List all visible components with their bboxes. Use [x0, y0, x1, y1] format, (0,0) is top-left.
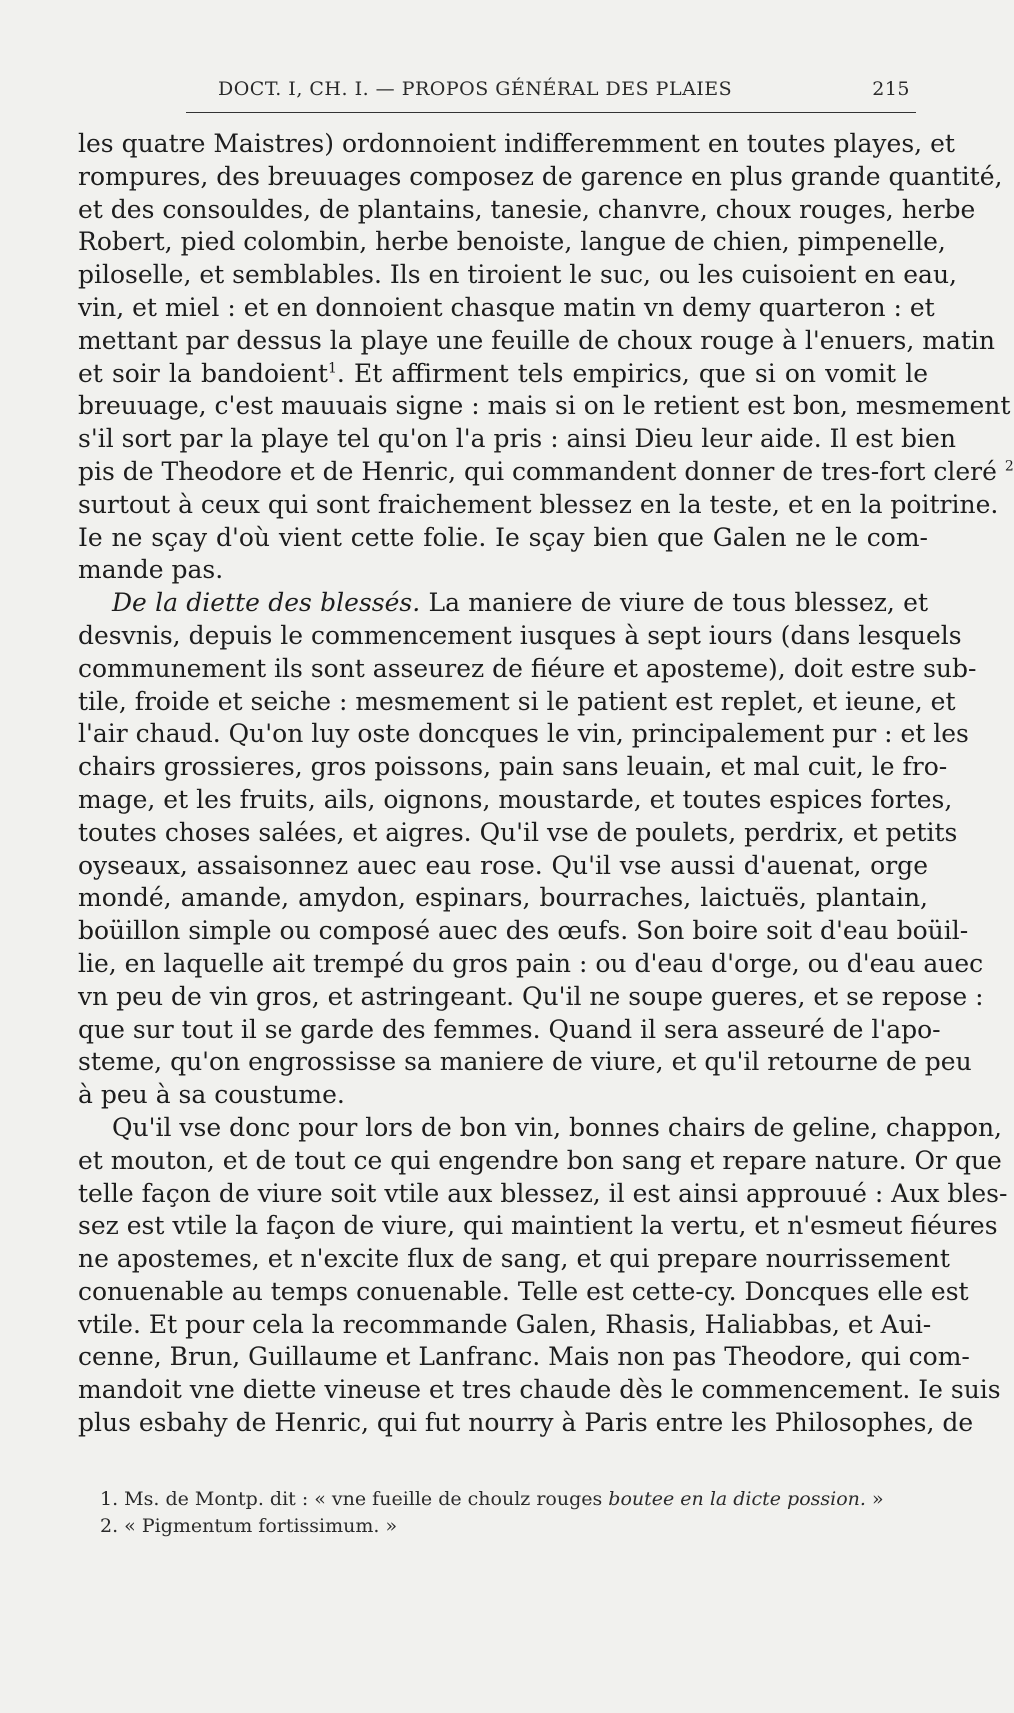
text-line: vn peu de vin gros, et astringeant. Qu'il ne soupe gueres, et se repose :: [78, 981, 984, 1011]
footnote-1: [100, 1486, 940, 1513]
body-text: [78, 128, 1014, 1440]
text-line: l'air chaud. Qu'on luy oste doncques le vin, principalement pur : et les: [78, 719, 969, 749]
text-line: [78, 358, 928, 391]
text-line: à peu à sa coustume.: [78, 1080, 345, 1110]
header-rule: [186, 112, 916, 113]
text-line: mettant par dessus la playe une feuille de choux rouge à l'enuers, matin: [78, 325, 996, 355]
text-line: lie, en laquelle ait trempé du gros pain : ou d'eau d'orge, ou d'eau auec: [78, 948, 984, 978]
footnote-close: »: [865, 1488, 884, 1510]
text-line: ne apostemes, et n'excite flux de sang, et qui prepare nourrissement: [78, 1244, 950, 1274]
footnote-ref: 2: [1004, 458, 1014, 475]
text-segment: . Et affirment tels empirics, que si on vomit le: [336, 358, 928, 388]
text-line: Robert, pied colombin, herbe benoiste, langue de chien, pimpenelle,: [78, 227, 946, 257]
text-line: communement ils sont asseurez de fiéure et aposteme), doit estre sub-: [78, 653, 977, 683]
text-line: tile, froide et seiche : mesmement si le patient est replet, et ieune, et: [78, 686, 956, 716]
text-line: les quatre Maistres) ordonnoient indifferemment en toutes playes, et: [78, 129, 955, 158]
text-line: steme, qu'on engrossisse sa maniere de viure, et qu'il retourne de peu: [78, 1047, 972, 1077]
page-number: 215: [872, 78, 910, 100]
text-line: telle façon de viure soit vtile aux blessez, il est ainsi approuué : Aux bles-: [78, 1178, 1008, 1208]
section-heading: De la diette des blessés.: [112, 588, 421, 618]
text-line: mandoit vne diette vineuse et tres chaude dès le commencement. Ie suis: [78, 1375, 1001, 1405]
text-line: que sur tout il se garde des femmes. Quand il sera asseuré de l'apo-: [78, 1014, 941, 1044]
text-line: rompures, des breuuages composez de garence en plus grande quantité,: [78, 161, 1003, 191]
text-line: piloselle, et semblables. Ils en tiroient le suc, ou les cuisoient en eau,: [78, 260, 957, 290]
text-line: cenne, Brun, Guillaume et Lanfranc. Mais non pas Theodore, qui com-: [78, 1342, 970, 1372]
footnote-quote: boutee en la dicte possion.: [608, 1488, 866, 1510]
text-segment: et soir la bandoient: [78, 358, 328, 388]
text-line: vin, et miel : et en donnoient chasque matin vn demy quarteron : et: [78, 292, 935, 322]
footnotes: [100, 1486, 940, 1540]
text-line: plus esbahy de Henric, qui fut nourry à Paris entre les Philosophes, de: [78, 1408, 974, 1438]
text-line: [78, 456, 1014, 489]
text-line: toutes choses salées, et aigres. Qu'il vse de poulets, perdrix, et petits: [78, 817, 958, 847]
text-line: breuuage, c'est mauuais signe : mais si on le retient est bon, mesmement: [78, 391, 1011, 421]
footnote-text: 1. Ms. de Montp. dit : « vne fueille de choulz rouges: [100, 1488, 609, 1510]
text-line: et mouton, et de tout ce qui engendre bon sang et repare nature. Or que: [78, 1145, 1002, 1175]
text-line: [78, 587, 928, 620]
footnote-2: 2. « Pigmentum fortissimum. »: [100, 1515, 398, 1537]
text-line: sez est vtile la façon de viure, qui maintient la vertu, et n'esmeut fiéures: [78, 1211, 998, 1241]
running-title: DOCT. I, CH. I. — PROPOS GÉNÉRAL DES PLAIES: [218, 78, 733, 100]
text-segment: pis de Theodore et de Henric, qui commandent donner de tres-fort cleré: [78, 456, 997, 486]
text-line: chairs grossieres, gros poissons, pain sans leuain, et mal cuit, le fro-: [78, 752, 948, 782]
text-line: mondé, amande, amydon, espinars, bourraches, laictuës, plantain,: [78, 883, 928, 913]
text-line: vtile. Et pour cela la recommande Galen, Rhasis, Haliabbas, et Aui-: [78, 1309, 932, 1339]
text-line: oyseaux, assaisonnez auec eau rose. Qu'il vse aussi d'auenat, orge: [78, 850, 928, 880]
text-line: et des consouldes, de plantains, tanesie, chanvre, choux rouges, herbe: [78, 194, 976, 224]
text-line: boüillon simple ou composé auec des œufs. Son boire soit d'eau boüil-: [78, 916, 969, 946]
footnote-ref: 1: [327, 360, 337, 377]
text-line: conuenable au temps conuenable. Telle est cette-cy. Doncques elle est: [78, 1276, 969, 1306]
text-line: desvnis, depuis le commencement iusques à sept iours (dans lesquels: [78, 620, 962, 650]
running-header: [190, 78, 930, 108]
text-line: Qu'il vse donc pour lors de bon vin, bonnes chairs de geline, chappon,: [112, 1112, 1002, 1142]
text-line: s'il sort par la playe tel qu'on l'a pris : ainsi Dieu leur aide. Il est bien: [78, 424, 956, 454]
text-line: mage, et les fruits, ails, oignons, moustarde, et toutes espices fortes,: [78, 784, 953, 814]
text-line: surtout à ceux qui sont fraichement blessez en la teste, et en la poitrine.: [78, 489, 999, 519]
text-line: mande pas.: [78, 555, 224, 585]
text-segment: La maniere de viure de tous blessez, et: [428, 588, 928, 618]
text-line: Ie ne sçay d'où vient cette folie. Ie sçay bien que Galen ne le com-: [78, 522, 928, 552]
